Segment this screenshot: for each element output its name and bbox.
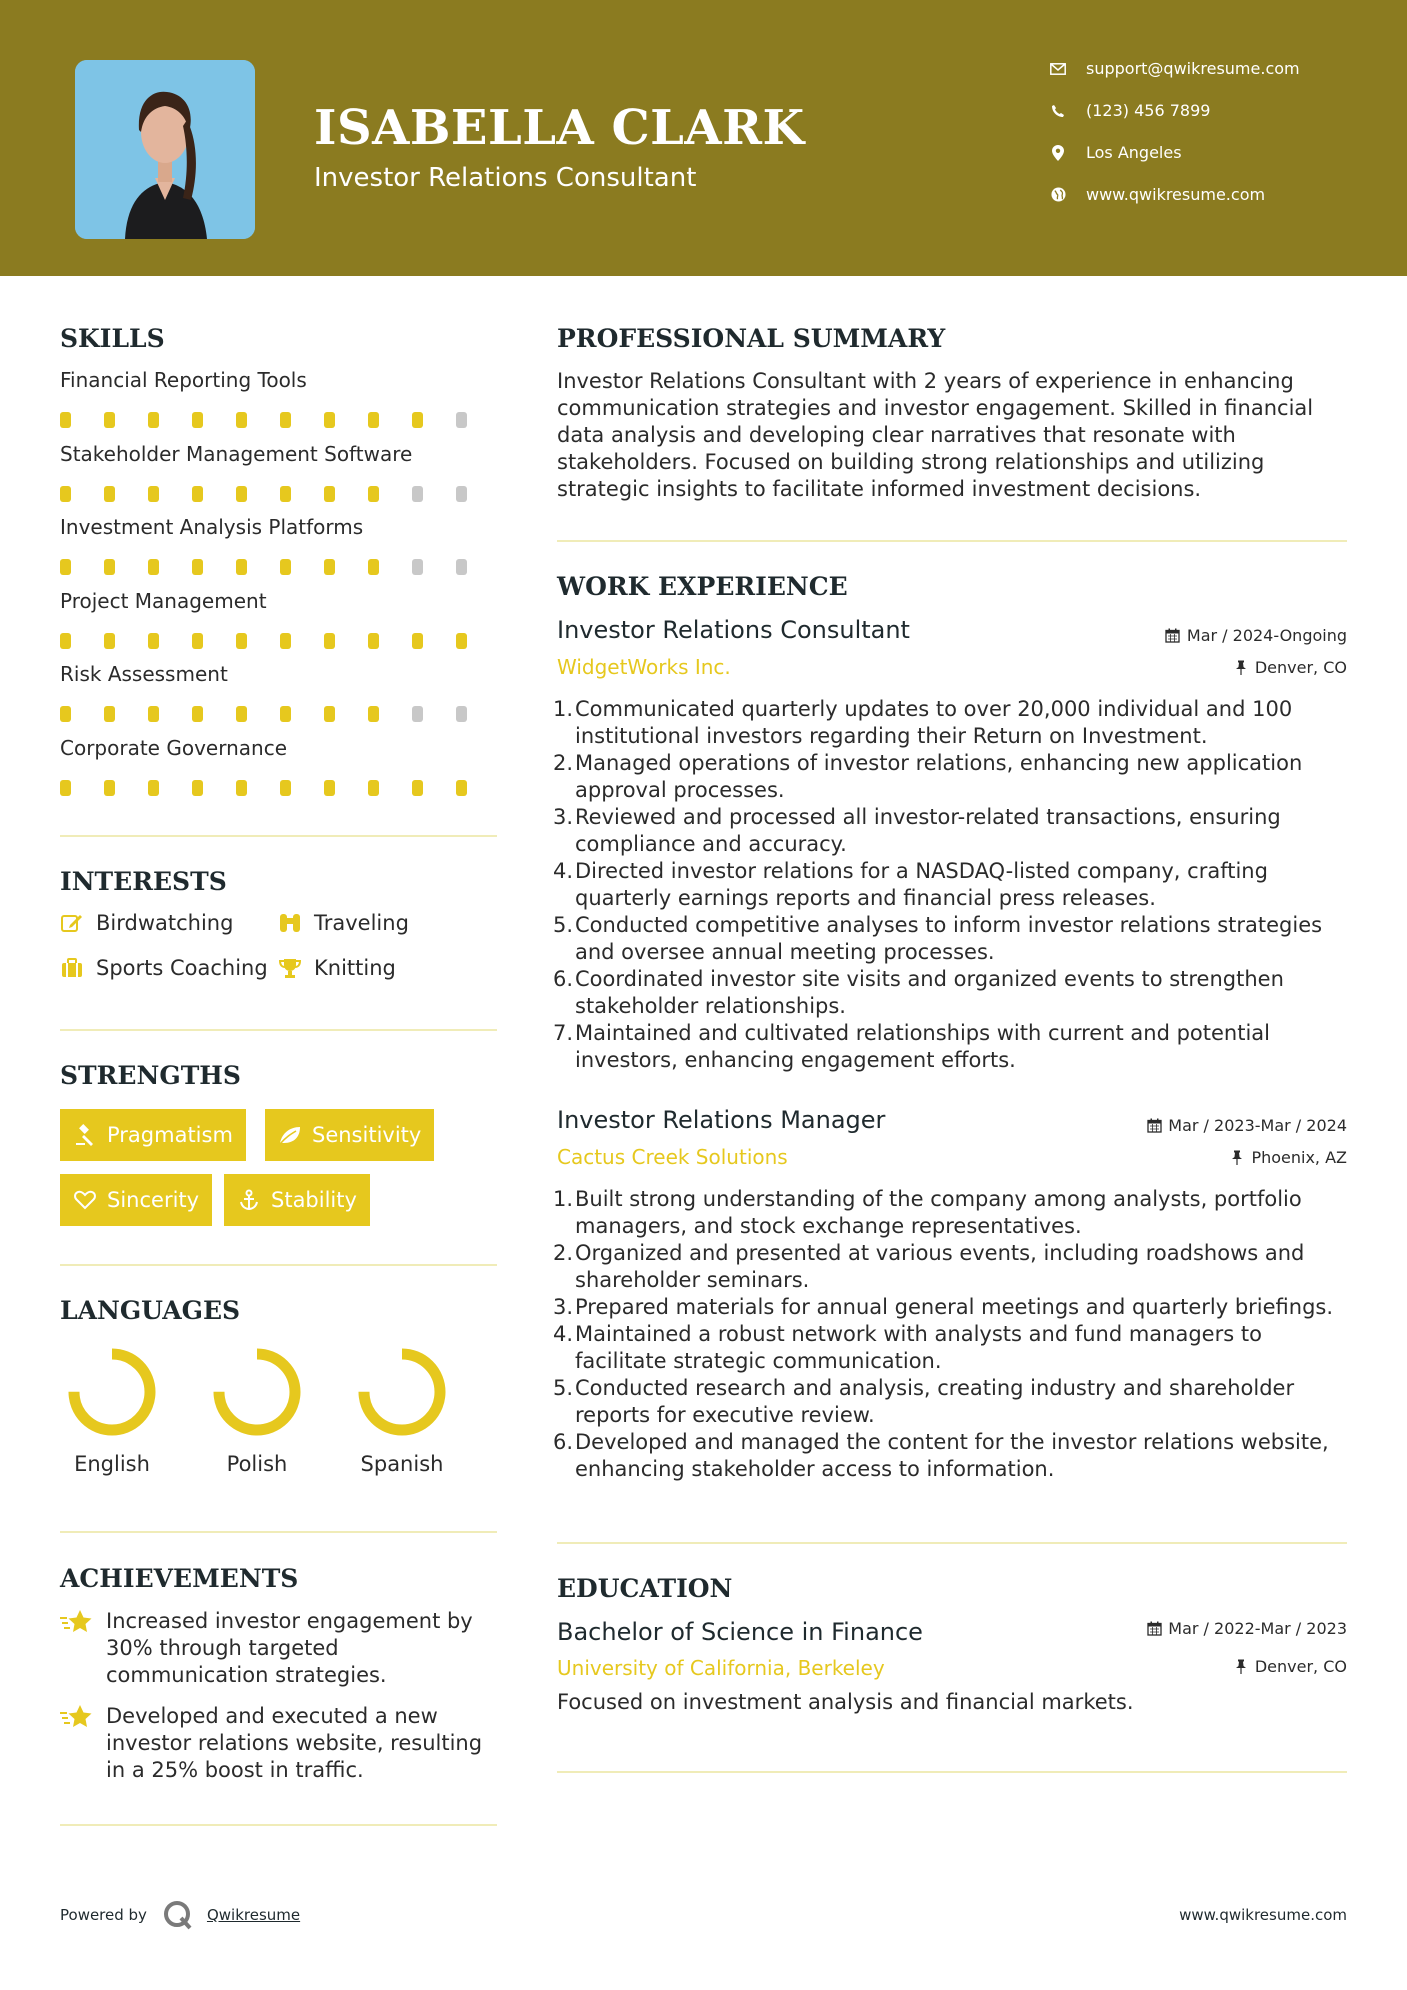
rating-dot-filled bbox=[60, 486, 71, 502]
language-label: Polish bbox=[226, 1452, 288, 1476]
skill-name: Project Management bbox=[60, 588, 267, 613]
rating-dot-filled bbox=[368, 633, 379, 649]
calendar-icon bbox=[1165, 628, 1181, 644]
section-divider bbox=[557, 1542, 1347, 1544]
rating-dot-filled bbox=[280, 412, 291, 428]
candidate-name: ISABELLA CLARK bbox=[314, 100, 805, 156]
skill-rating bbox=[60, 780, 500, 796]
powered-by-text: Powered by bbox=[60, 1906, 147, 1924]
rating-dot-filled bbox=[280, 486, 291, 502]
company-name: WidgetWorks Inc. bbox=[557, 655, 731, 679]
job-bullet: Coordinated investor site visits and organized events to strengthen stakeholder relationships. bbox=[575, 967, 1284, 1018]
skill-item bbox=[60, 662, 500, 722]
interest-label: Knitting bbox=[314, 956, 396, 980]
rating-dot-filled bbox=[324, 633, 335, 649]
rating-dot-empty bbox=[412, 486, 423, 502]
language-proficiency-ring bbox=[197, 1346, 317, 1438]
rating-dot-filled bbox=[368, 486, 379, 502]
contact-website[interactable] bbox=[1050, 185, 1265, 204]
strength-tag bbox=[265, 1109, 434, 1161]
rating-dot-filled bbox=[324, 706, 335, 722]
profile-photo bbox=[75, 60, 255, 239]
rating-dot-filled bbox=[412, 412, 423, 428]
rating-dot-filled bbox=[324, 559, 335, 575]
rating-dot-filled bbox=[324, 412, 335, 428]
heart-icon bbox=[73, 1188, 97, 1212]
interest-label: Traveling bbox=[314, 911, 409, 935]
contact-email[interactable] bbox=[1050, 59, 1300, 78]
skill-item bbox=[60, 515, 500, 575]
qwikresume-logo-icon bbox=[163, 1900, 193, 1930]
rating-dot-filled bbox=[324, 486, 335, 502]
achievement-text: Increased investor engagement by 30% through targeted communication strategies. bbox=[106, 1609, 473, 1687]
rating-dot-filled bbox=[104, 412, 115, 428]
rating-dot-filled bbox=[60, 412, 71, 428]
rating-dot-filled bbox=[192, 706, 203, 722]
job-bullet: Prepared materials for annual general meetings and quarterly briefings. bbox=[575, 1295, 1334, 1319]
skill-rating bbox=[60, 486, 500, 502]
section-divider bbox=[557, 1771, 1347, 1773]
footer-powered-by bbox=[60, 1900, 300, 1930]
rating-dot-filled bbox=[324, 780, 335, 796]
contact-location-text: Los Angeles bbox=[1086, 143, 1182, 162]
rating-dot-empty bbox=[456, 486, 467, 502]
contact-website-text: www.qwikresume.com bbox=[1086, 185, 1266, 204]
calendar-icon bbox=[1146, 1621, 1162, 1637]
rating-dot-filled bbox=[148, 486, 159, 502]
rating-dot-filled bbox=[104, 633, 115, 649]
rating-dot-empty bbox=[456, 412, 467, 428]
strength-label: Sincerity bbox=[107, 1188, 200, 1212]
rating-dot-filled bbox=[280, 780, 291, 796]
gavel-icon bbox=[73, 1123, 97, 1147]
skill-item bbox=[60, 368, 500, 428]
rating-dot-filled bbox=[412, 633, 423, 649]
skill-name: Corporate Governance bbox=[60, 735, 287, 760]
education-location bbox=[1233, 1657, 1347, 1676]
achievements-heading: ACHIEVEMENTS bbox=[60, 1564, 299, 1593]
summary-heading: PROFESSIONAL SUMMARY bbox=[557, 324, 946, 353]
interest-label: Sports Coaching bbox=[96, 956, 268, 980]
job-location bbox=[1229, 1148, 1347, 1167]
rating-dot-filled bbox=[236, 412, 247, 428]
calendar-icon bbox=[1146, 1118, 1162, 1134]
phone-icon bbox=[1050, 103, 1066, 119]
language-label: Spanish bbox=[360, 1452, 444, 1476]
interest-item bbox=[278, 956, 396, 980]
rating-dot-filled bbox=[280, 706, 291, 722]
rating-dot-filled bbox=[104, 780, 115, 796]
rating-dot-filled bbox=[104, 486, 115, 502]
brand-link[interactable]: Qwikresume bbox=[206, 1906, 301, 1924]
language-level-arc bbox=[219, 1354, 295, 1430]
pushpin-icon bbox=[1233, 1659, 1249, 1675]
job-dates bbox=[1165, 626, 1347, 645]
strength-tag bbox=[60, 1109, 246, 1161]
rating-dot-filled bbox=[368, 780, 379, 796]
rating-dot-filled bbox=[192, 412, 203, 428]
star-icon bbox=[60, 1703, 96, 1733]
rating-dot-empty bbox=[456, 559, 467, 575]
job-dates bbox=[1146, 1116, 1347, 1135]
rating-dot-filled bbox=[148, 559, 159, 575]
suitcase-icon bbox=[60, 956, 84, 980]
rating-dot-filled bbox=[368, 412, 379, 428]
job-bullet: Built strong understanding of the company among analysts, portfolio managers, and stock exchange representatives. bbox=[575, 1187, 1302, 1238]
resume-header bbox=[0, 0, 1407, 276]
skill-name: Investment Analysis Platforms bbox=[60, 515, 364, 539]
pushpin-icon bbox=[1229, 1150, 1245, 1166]
globe-icon bbox=[1050, 187, 1066, 203]
rating-dot-filled bbox=[456, 780, 467, 796]
achievement-item bbox=[60, 1608, 500, 1689]
education-heading: EDUCATION bbox=[557, 1574, 733, 1603]
language-level-arc bbox=[364, 1354, 440, 1430]
contact-phone[interactable] bbox=[1050, 101, 1210, 120]
interest-item bbox=[60, 956, 268, 980]
job-bullets bbox=[557, 1186, 1357, 1483]
pencil-icon bbox=[60, 911, 84, 935]
contact-phone-text: (123) 456 7899 bbox=[1086, 101, 1211, 120]
section-divider bbox=[60, 1531, 497, 1533]
rating-dot-filled bbox=[456, 633, 467, 649]
rating-dot-filled bbox=[280, 633, 291, 649]
job-location-text: Phoenix, AZ bbox=[1251, 1148, 1347, 1167]
envelope-icon bbox=[1050, 61, 1066, 77]
rating-dot-filled bbox=[192, 780, 203, 796]
rating-dot-empty bbox=[412, 706, 423, 722]
interests-heading: INTERESTS bbox=[60, 867, 227, 896]
rating-dot-filled bbox=[148, 633, 159, 649]
interest-item bbox=[278, 911, 409, 935]
rating-dot-filled bbox=[148, 780, 159, 796]
skill-name: Risk Assessment bbox=[60, 662, 228, 686]
section-divider bbox=[60, 835, 497, 837]
leaf-icon bbox=[278, 1123, 302, 1147]
experience-heading: WORK EXPERIENCE bbox=[557, 572, 848, 601]
job-bullet: Organized and presented at various events, including roadshows and shareholder seminars. bbox=[575, 1241, 1305, 1292]
strength-label: Sensitivity bbox=[312, 1123, 422, 1147]
school-name: University of California, Berkeley bbox=[557, 1656, 885, 1680]
degree-title: Bachelor of Science in Finance bbox=[557, 1618, 923, 1646]
rating-dot-filled bbox=[368, 706, 379, 722]
rating-dot-filled bbox=[60, 780, 71, 796]
skill-item bbox=[60, 442, 500, 502]
skill-name: Financial Reporting Tools bbox=[60, 368, 307, 392]
achievement-text: Developed and executed a new investor relations website, resulting in a 25% boost in traffic. bbox=[106, 1704, 483, 1782]
job-dates-text: Mar / 2023-Mar / 2024 bbox=[1168, 1116, 1347, 1135]
map-pin-icon bbox=[1050, 145, 1066, 161]
rating-dot-filled bbox=[192, 633, 203, 649]
trophy-icon bbox=[278, 956, 302, 980]
skill-item bbox=[60, 736, 500, 796]
achievement-item bbox=[60, 1703, 500, 1784]
job-bullet: Communicated quarterly updates to over 20,000 individual and 100 institutional investors regarding their Return on Investment. bbox=[575, 697, 1293, 748]
contact-email-text: support@qwikresume.com bbox=[1086, 59, 1300, 78]
education-location-text: Denver, CO bbox=[1254, 1657, 1347, 1676]
skill-rating bbox=[60, 706, 500, 722]
language-label: English bbox=[74, 1452, 150, 1476]
rating-dot-filled bbox=[280, 559, 291, 575]
rating-dot-filled bbox=[236, 559, 247, 575]
skill-rating bbox=[60, 412, 500, 428]
job-bullet: Directed investor relations for a NASDAQ-listed company, crafting quarterly earnings reports and financial press releases. bbox=[575, 859, 1268, 910]
skill-rating bbox=[60, 633, 500, 649]
section-divider bbox=[60, 1824, 497, 1826]
rating-dot-filled bbox=[148, 412, 159, 428]
strength-label: Pragmatism bbox=[107, 1123, 233, 1147]
language-proficiency-ring bbox=[342, 1346, 462, 1438]
skill-rating bbox=[60, 559, 500, 575]
candidate-title: Investor Relations Consultant bbox=[314, 163, 697, 193]
skill-item bbox=[60, 589, 500, 649]
language-item bbox=[342, 1346, 462, 1476]
job-bullet: Developed and managed the content for the investor relations website, enhancing stakeholder access to information. bbox=[575, 1430, 1329, 1481]
job-location-text: Denver, CO bbox=[1254, 658, 1347, 677]
rating-dot-filled bbox=[60, 559, 71, 575]
rating-dot-filled bbox=[104, 706, 115, 722]
rating-dot-filled bbox=[60, 633, 71, 649]
rating-dot-filled bbox=[236, 486, 247, 502]
interest-label: Birdwatching bbox=[96, 911, 234, 935]
rating-dot-empty bbox=[412, 559, 423, 575]
strength-tag bbox=[224, 1174, 370, 1226]
language-item bbox=[52, 1346, 172, 1476]
languages-heading: LANGUAGES bbox=[60, 1296, 241, 1325]
strength-label: Stability bbox=[271, 1188, 357, 1212]
job-bullet: Maintained and cultivated relationships with current and potential investors, enhancing engagement efforts. bbox=[575, 1021, 1271, 1072]
summary-text: Investor Relations Consultant with 2 years of experience in enhancing communication strategies and investor engagement. Skilled in financial data analysis and developing clear narratives that resonate with stakeholders. Focused on building strong relationships and utilizing strategic insights to facilitate informed investment decisions. bbox=[557, 369, 1314, 501]
education-dates-text: Mar / 2022-Mar / 2023 bbox=[1168, 1619, 1347, 1638]
language-item bbox=[197, 1346, 317, 1476]
job-dates-text: Mar / 2024-Ongoing bbox=[1186, 626, 1347, 645]
job-bullet: Reviewed and processed all investor-related transactions, ensuring compliance and accuracy. bbox=[575, 805, 1281, 856]
job-bullet: Managed operations of investor relations, enhancing new application approval processes. bbox=[575, 751, 1303, 802]
star-icon bbox=[60, 1608, 96, 1638]
language-proficiency-ring bbox=[52, 1346, 172, 1438]
company-name: Cactus Creek Solutions bbox=[557, 1145, 788, 1169]
strengths-heading: STRENGTHS bbox=[60, 1061, 241, 1090]
education-description: Focused on investment analysis and financial markets. bbox=[557, 1690, 1134, 1714]
rating-dot-filled bbox=[60, 706, 71, 722]
language-level-arc bbox=[74, 1354, 150, 1430]
rating-dot-filled bbox=[236, 706, 247, 722]
rating-dot-filled bbox=[104, 559, 115, 575]
rating-dot-filled bbox=[192, 486, 203, 502]
section-divider bbox=[60, 1264, 497, 1266]
strength-tag bbox=[60, 1174, 212, 1226]
job-title: Investor Relations Manager bbox=[557, 1106, 886, 1134]
contact-location bbox=[1050, 143, 1182, 162]
job-bullet: Conducted competitive analyses to inform investor relations strategies and oversee annual meeting processes. bbox=[575, 913, 1323, 964]
footer-url[interactable]: www.qwikresume.com bbox=[1179, 1906, 1347, 1924]
section-divider bbox=[60, 1029, 497, 1031]
interest-item bbox=[60, 911, 233, 935]
rating-dot-filled bbox=[192, 559, 203, 575]
rating-dot-filled bbox=[368, 559, 379, 575]
education-dates bbox=[1146, 1619, 1347, 1638]
section-divider bbox=[557, 540, 1347, 542]
rating-dot-empty bbox=[456, 706, 467, 722]
job-bullets bbox=[557, 696, 1357, 1074]
skill-name: Stakeholder Management Software bbox=[60, 441, 413, 466]
binoculars-icon bbox=[278, 911, 302, 935]
rating-dot-filled bbox=[412, 780, 423, 796]
job-bullet: Maintained a robust network with analysts and fund managers to facilitate strategic communication. bbox=[575, 1322, 1262, 1373]
rating-dot-filled bbox=[236, 780, 247, 796]
job-bullet: Conducted research and analysis, creating industry and shareholder reports for executive review. bbox=[575, 1376, 1295, 1427]
pushpin-icon bbox=[1233, 660, 1249, 676]
job-title: Investor Relations Consultant bbox=[557, 616, 910, 644]
skills-heading: SKILLS bbox=[60, 324, 165, 353]
anchor-icon bbox=[237, 1188, 261, 1212]
rating-dot-filled bbox=[236, 633, 247, 649]
rating-dot-filled bbox=[148, 706, 159, 722]
job-location bbox=[1233, 658, 1347, 677]
